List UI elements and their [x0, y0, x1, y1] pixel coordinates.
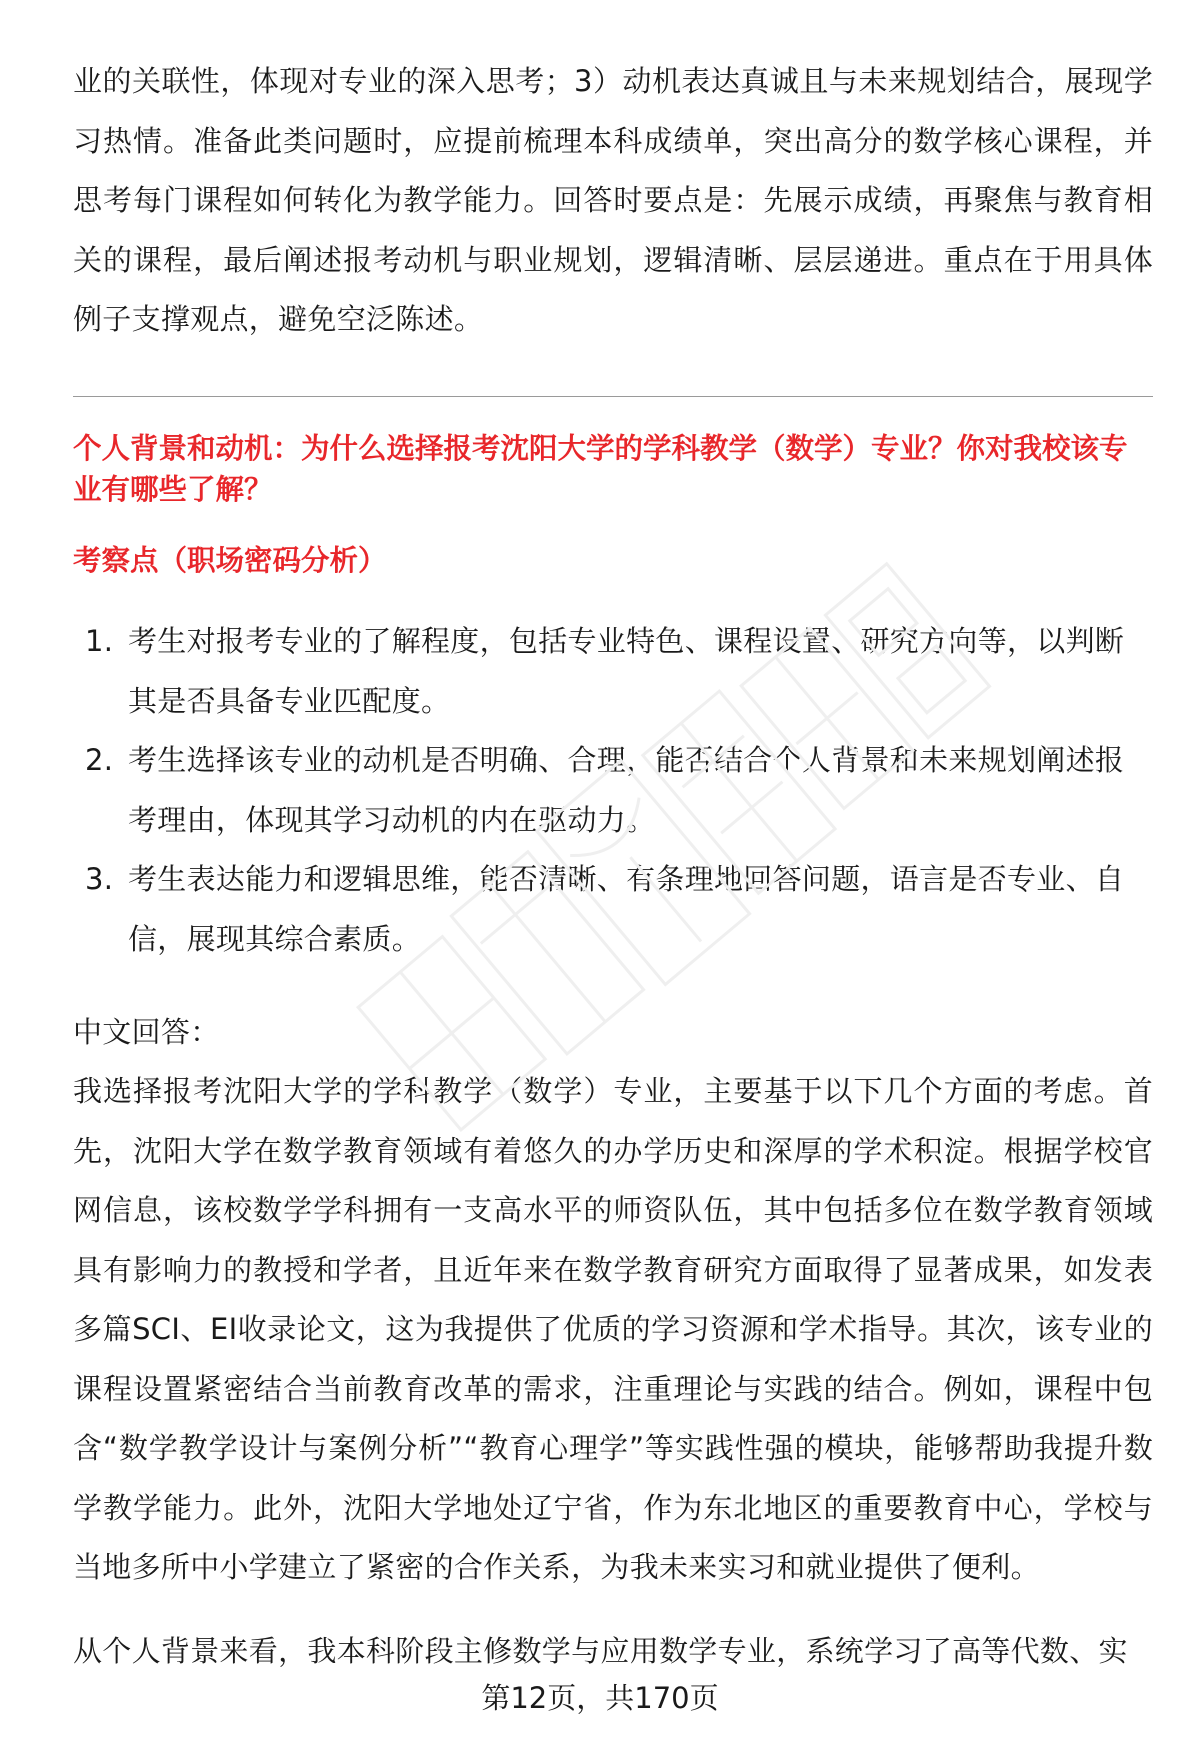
list-item-text: 考生表达能力和逻辑思维，能否清晰、有条理地回答问题，语言是否专业、自信，展现其综合素质。 [128, 862, 1125, 956]
list-item-text: 考生选择该专业的动机是否明确、合理，能否结合个人背景和未来规划阐述报考理由，体现其学习动机的内在驱动力。 [128, 743, 1125, 837]
section-divider [73, 396, 1153, 397]
evaluation-points-list [73, 612, 1153, 969]
list-number: 2. [85, 743, 114, 777]
page-footer: 第12页，共170页 [481, 1681, 719, 1715]
list-number: 1. [85, 624, 114, 658]
intro-paragraph: 业的关联性，体现对专业的深入思考；3）动机表达真诚且与未来规划结合，展现学习热情。准备此类问题时，应提前梳理本科成绩单，突出高分的数学核心课程，并思考每门课程如何转化为教学能力。回答时要点是：先展示成绩，再聚焦与教育相关的课程，最后阐述报考动机与职业规划，逻辑清晰、层层递进。重点在于用具体例子支撑观点，避免空泛陈述。 [73, 64, 1153, 336]
answer-paragraph-2: 从个人背景来看，我本科阶段主修数学与应用数学专业，系统学习了高等代数、实 [73, 1634, 1128, 1668]
list-item [73, 850, 1153, 969]
answer-paragraph-1: 我选择报考沈阳大学的学科教学（数学）专业，主要基于以下几个方面的考虑。首先，沈阳大学在数学教育领域有着悠久的办学历史和深厚的学术积淀。根据学校官网信息，该校数学学科拥有一支高水平的师资队伍，其中包括多位在数学教育领域具有影响力的教授和学者，且近年来在数学教育研究方面取得了显著成果，如发表多篇SCI、EI收录论文，这为我提供了优质的学习资源和学术指导。其次，该专业的课程设置紧密结合当前教育改革的需求，注重理论与实践的结合。例如，课程中包含“数学教学设计与案例分析”“教育心理学”等实践性强的模块，能够帮助我提升数学教学能力。此外，沈阳大学地处辽宁省，作为东北地区的重要教育中心，学校与当地多所中小学建立了紧密的合作关系，为我未来实习和就业提供了便利。 [73, 1074, 1153, 1584]
list-item-text: 考生对报考专业的了解程度，包括专业特色、课程设置、研究方向等，以判断其是否具备专业匹配度。 [128, 624, 1125, 718]
section-title: 考察点（职场密码分析） [73, 544, 387, 577]
question-heading: 个人背景和动机：为什么选择报考沈阳大学的学科教学（数学）专业？你对我校该专业有哪些了解？ [73, 432, 1128, 506]
list-number: 3. [85, 862, 114, 896]
list-item [73, 612, 1153, 731]
list-item [73, 731, 1153, 850]
answer-label: 中文回答： [73, 1015, 220, 1049]
